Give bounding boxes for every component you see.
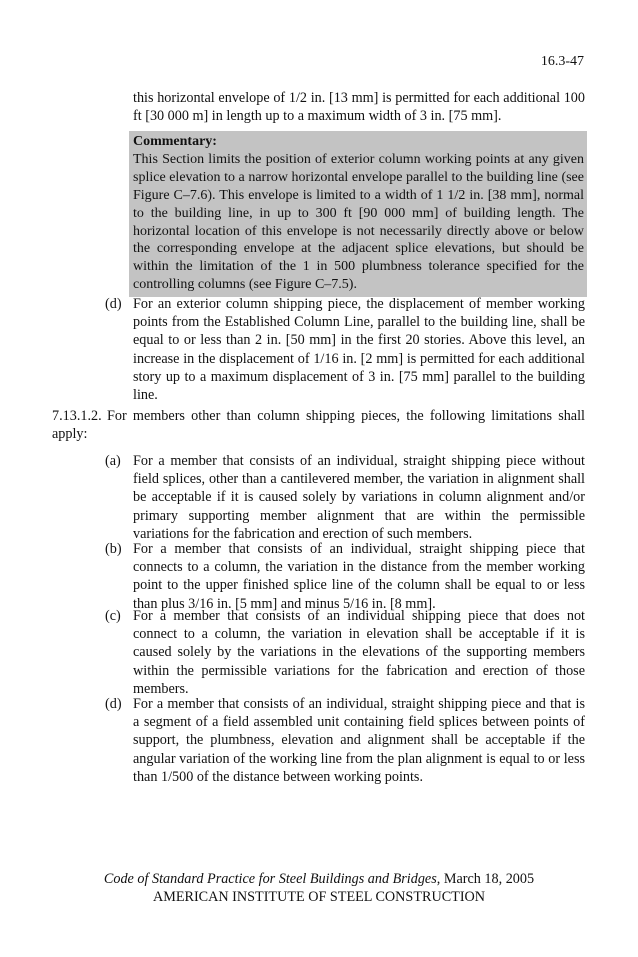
list-item-text: For a member that consists of an individual, straight shipping piece without field splices, other than a cantilevered member, the variation in alignment shall be acceptable if it is caused solely by variations in column alignment and/or primary supporting member alignment that are within the permissible variations for the fabrication and erection of such members. [133, 453, 585, 542]
list-item-text: For a member that consists of an individual, straight shipping piece and that is a segment of a field assembled unit containing field splices between points of support, the plumbness, elevation and alignment shall be acceptable if the angular variation of the working line from the plan alignment is equal to or less than 1/500 of the distance between working points. [133, 696, 585, 785]
footer-date: , March 18, 2005 [436, 871, 535, 887]
commentary-text: This Section limits the position of exterior column working points at any given splice elevation to a narrow horizontal envelope parallel to the building line (see Figure C–7.6). This envelope is limited to a width of 1 1/2 in. [38 mm], normal to the building line, in up to 300 ft [90 000 mm] of building length. The horizontal location of this envelope is not necessarily directly above or below the corresponding envelope at the adjacent splice elevations, but should be within the limitation of the 1 in 500 plumbness tolerance specified for the controlling columns (see Figure C–7.5). [133, 151, 584, 293]
list-item-label: (b) [105, 541, 122, 557]
commentary-box [129, 131, 587, 297]
commentary-heading: Commentary: [133, 134, 217, 149]
footer-title: Code of Standard Practice for Steel Buildings and Bridges [103, 871, 437, 887]
list-item-c [105, 607, 585, 698]
list-item-label: (d) [105, 696, 122, 712]
list-item-label: (c) [105, 608, 121, 624]
section-7-13-1-2 [52, 407, 585, 443]
page-number: 16.3-47 [540, 54, 584, 69]
list-item-text: For a member that consists of an individual shipping piece that does not connect to a column, the variation in elevation shall be acceptable if it is caused solely by the variations in the elevations of the supporting members within the permissible variations for the fabrication and erection of those members. [133, 608, 585, 697]
list-item-d-exterior-column [105, 295, 585, 404]
list-item-d [105, 695, 585, 786]
list-item-b [105, 540, 585, 613]
footer-citation [0, 870, 638, 888]
list-item-text: For an exterior column shipping piece, the displacement of member working points from the Established Column Line, parallel to the building line, shall be equal to or less than 2 in. [50 mm] in the first 20 stories. Above this level, an increase in the displacement of 1/16 in. [2 mm] is permitted for each additional story up to a maximum displacement of 3 in. [75 mm] parallel to the building line. [133, 296, 585, 404]
section-number: 7.13.1.2. [52, 408, 102, 424]
footer-organization: AMERICAN INSTITUTE OF STEEL CONSTRUCTION [152, 889, 486, 905]
list-item-label: (d) [105, 296, 122, 312]
list-item-a [105, 452, 585, 543]
section-text: For members other than column shipping pieces, the following limitations shall apply: [52, 408, 585, 443]
continuation-paragraph: this horizontal envelope of 1/2 in. [13 mm] is permitted for each additional 100 ft [30 000 m] in length up to a maximum width of 3 in. [75 mm]. [133, 90, 585, 125]
list-item-label: (a) [105, 453, 121, 469]
list-item-text: For a member that consists of an individual, straight shipping piece that connects to a column, the variation in the distance from the member working point to the upper finished splice line of the column shall be equal to or less than plus 3/16 in. [5 mm] and minus 5/16 in. [8 mm]. [133, 541, 585, 612]
